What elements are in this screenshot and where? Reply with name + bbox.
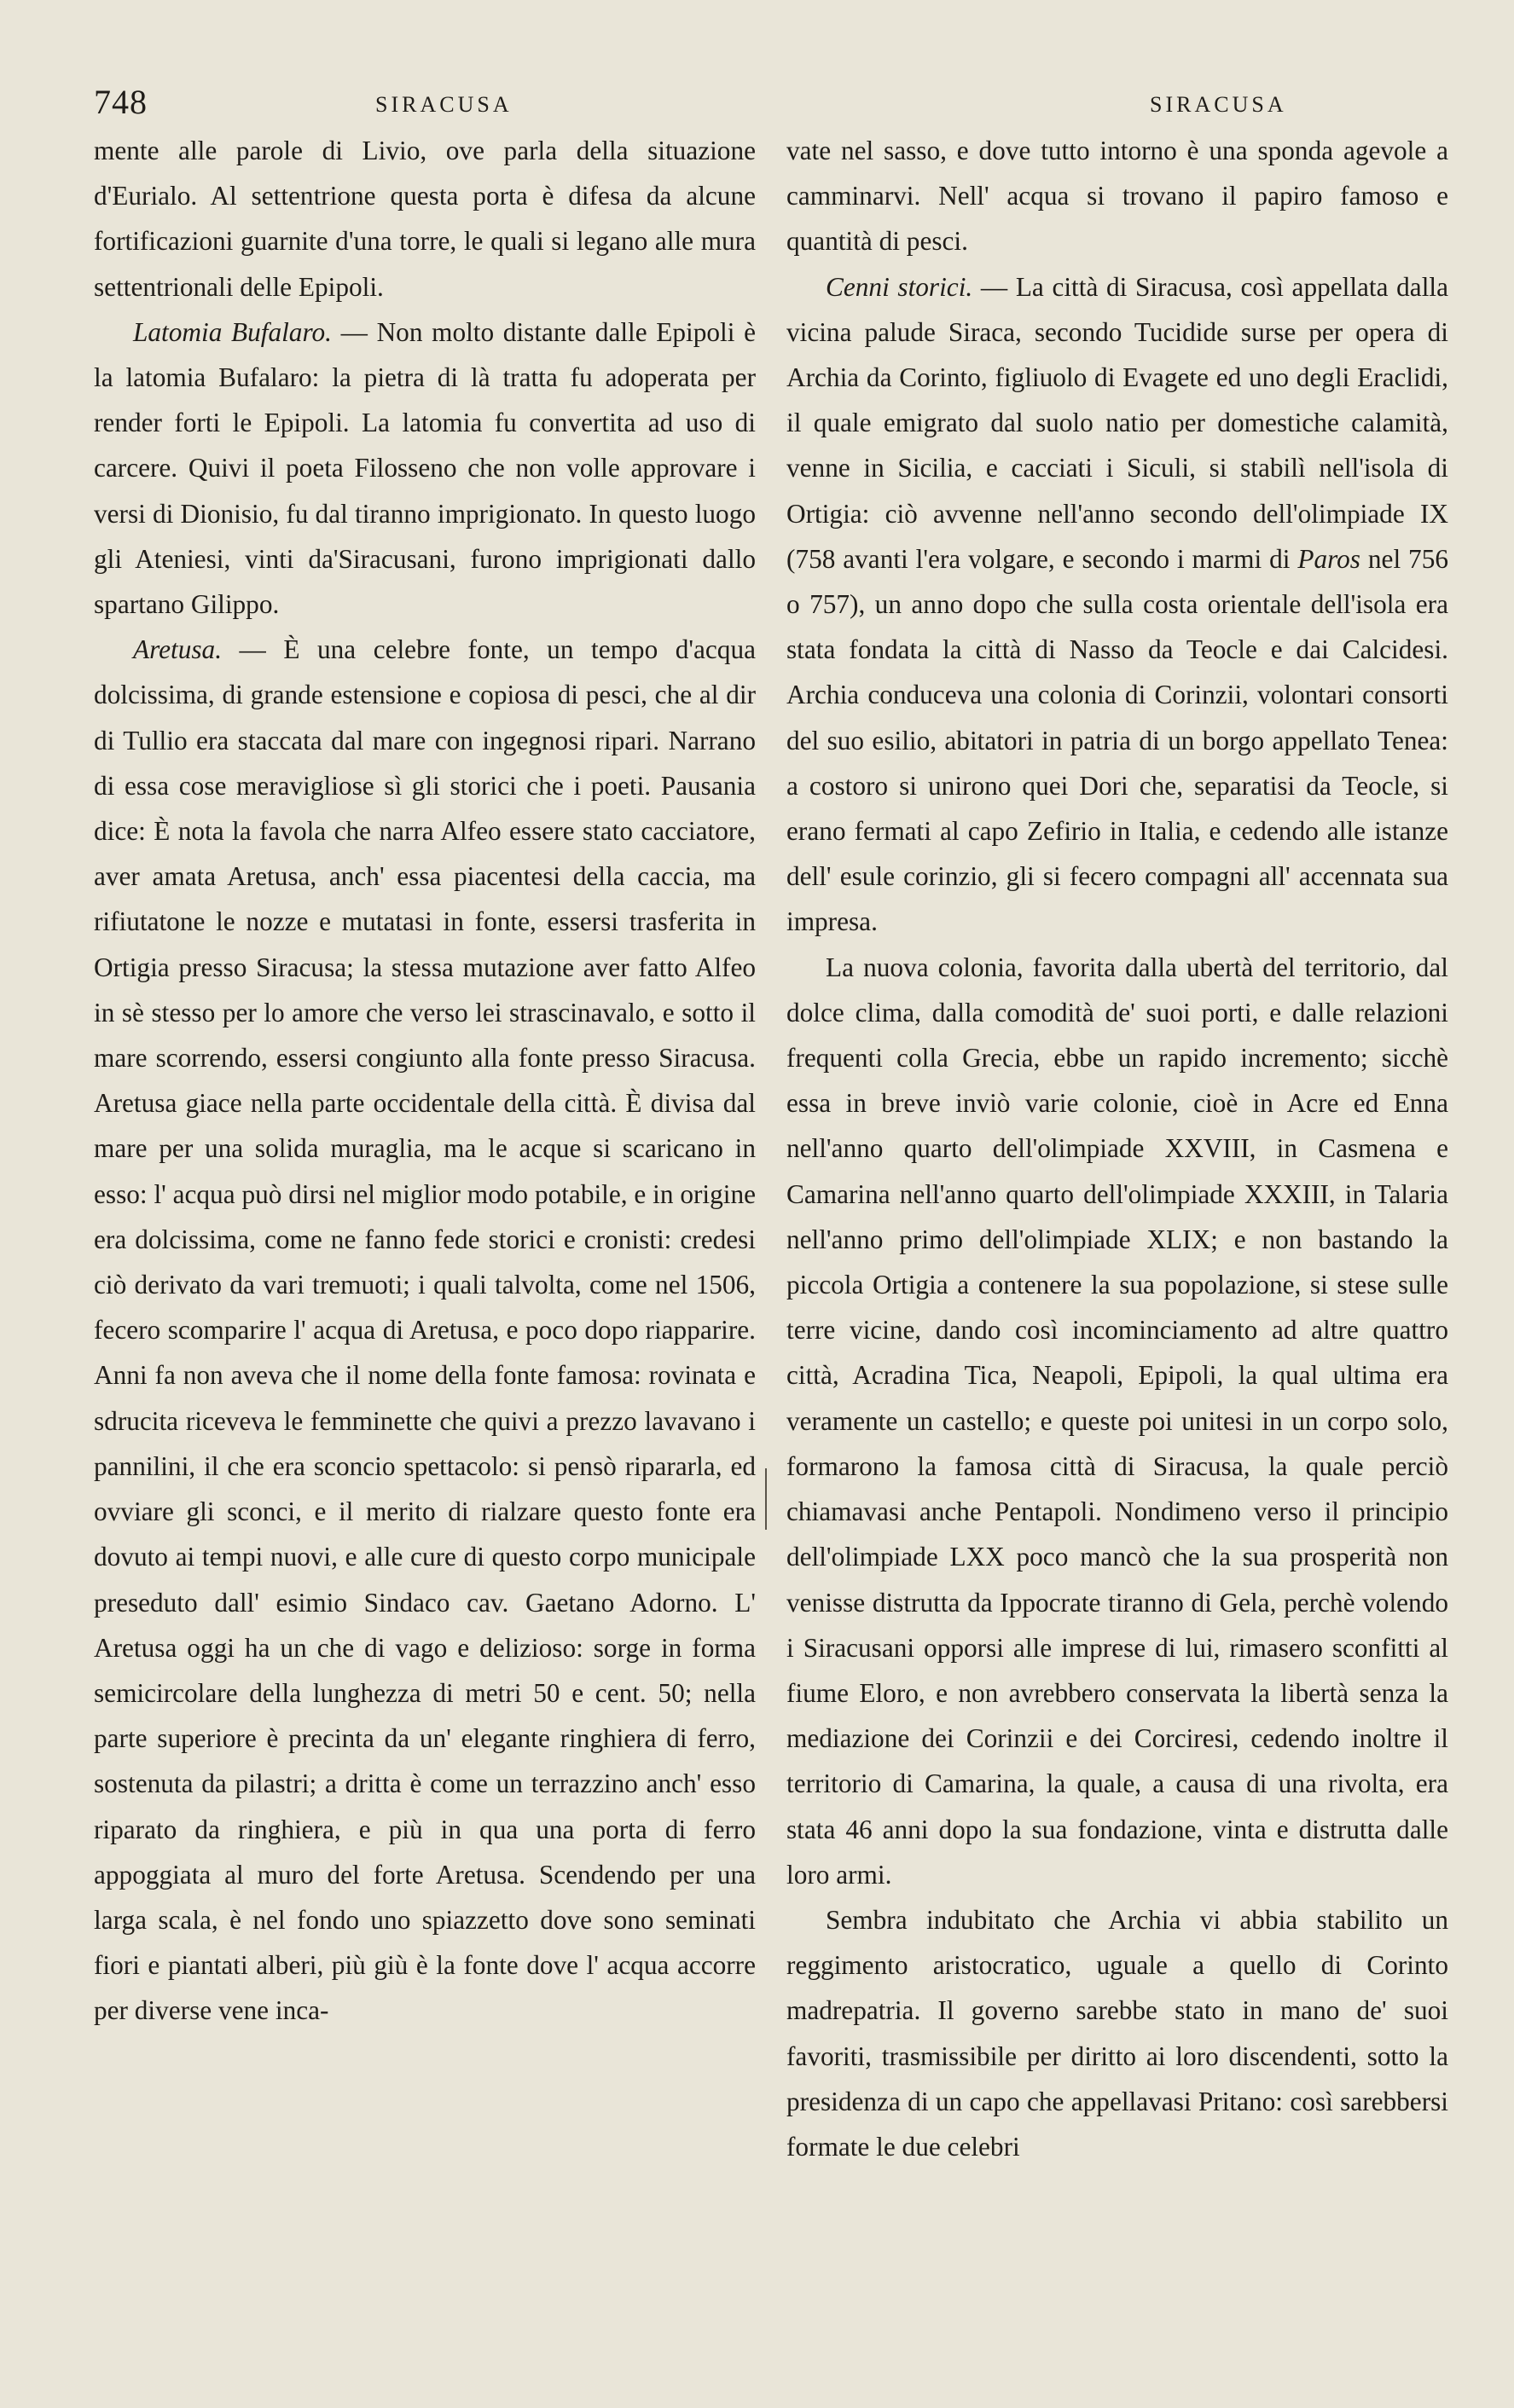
left-column bbox=[94, 128, 756, 2034]
running-head-left: SIRACUSA bbox=[375, 92, 513, 117]
paragraph-latomia-bufalaro bbox=[94, 310, 756, 627]
section-heading-cenni-storici: Cenni storici. bbox=[826, 271, 973, 302]
paragraph-text-end: nel 756 o 757), un anno dopo che sulla costa orientale dell'isola era stata fondata la città di Nasso da Teocle e dai Calcidesi. Archia conduceva una colonia di Corinzii, volontari consorti del suo esilio, abitatori in patria di un borgo appellato Tenea: a costoro si unirono quei Dori che, separatisi da Teocle, si erano fermati al capo Zefirio in Italia, e cedendo alle istanze dell' esule corinzio, gli si fecero compagni all' accennata sua impresa. bbox=[786, 543, 1448, 937]
paragraph-continuation: vate nel sasso, e dove tutto intorno è una sponda agevole a camminarvi. Nell' acqua si trovano il papiro famoso e quantità di pesci. bbox=[786, 136, 1448, 257]
paragraph-text: — La città di Siracusa, così appellata dalla vicina palude Siraca, secondo Tucidide surse per opera di Archia da Corinto, figliuolo di Evagete ed uno degli Eraclidi, il quale emigrato dal suolo natio per domestiche calamità, venne in Sicilia, e cacciati i Siculi, si stabilì nell'isola di Ortigia: ciò avvenne nell'anno secondo dell'olimpiade IX (758 avanti l'era volgare, e secondo i marmi di bbox=[786, 271, 1448, 574]
paragraph-text: — Non molto distante dalle Epipoli è la latomia Bufalaro: la pietra di là tratta fu adoperata per render forti le Epipoli. La latomia fu convertita ad uso di carcere. Quivi il poeta Filosseno che non volle approvare i versi di Dionisio, fu dal tiranno imprigionato. In questo luogo gli Ateniesi, vinti da'Siracusani, furono imprigionati dallo spartano Gilippo. bbox=[94, 316, 756, 620]
page-number: 748 bbox=[94, 83, 148, 121]
right-column bbox=[786, 128, 1448, 2169]
column-divider-mark bbox=[765, 1468, 767, 1530]
paragraph-nuova-colonia: La nuova colonia, favorita dalla ubertà del territorio, dal dolce clima, dalla comodità de' suoi porti, e dalle relazioni frequenti colla Grecia, ebbe un rapido incremento; sicchè essa in breve inviò varie colonie, cioè in Acre ed Enna nell'anno quarto dell'olimpiade XXVIII, in Casmena e Camarina nell'anno quarto dell'olimpiade XXXIII, in Talaria nell'anno primo dell'olimpiade XLIX; e non bastando la piccola Ortigia a contenere la sua popolazione, si stese sulle terre vicine, dando così incominciamento ad altre quattro città, Acradina Tica, Neapoli, Epipoli, la qual ultima era veramente un castello; e queste poi unitesi in un corpo solo, formarono la famosa città di Siracusa, la quale perciò chiamavasi anche Pentapoli. Nondimeno verso il principio dell'olimpiade LXX poco mancò che la sua prosperità non venisse distrutta da Ippocrate tiranno di Gela, perchè volendo i Siracusani opporsi alle imprese di lui, rimasero sconfitti al fiume Eloro, e non avrebbero conservata la libertà senza la mediazione dei Corinzii e dei Corciresi, cedendo inoltre il territorio di Camarina, la quale, a causa di una rivolta, era stata 46 anni dopo la sua fondazione, vinta e distrutta dalle loro armi. bbox=[786, 952, 1448, 1890]
page-header bbox=[94, 82, 1459, 124]
section-heading-latomia-bufalaro: Latomia Bufalaro. bbox=[133, 316, 332, 347]
paragraph-continuation: mente alle parole di Livio, ove parla della situazione d'Eurialo. Al settentrione questa porta è difesa da alcune fortificazioni guarnite d'una torre, le quali si legano alle mura settentrionali delle Epipoli. bbox=[94, 136, 756, 302]
running-head-right: SIRACUSA bbox=[1150, 92, 1287, 117]
paragraph-aretusa bbox=[94, 627, 756, 2033]
paragraph-archia-governo: Sembra indubitato che Archia vi abbia stabilito un reggimento aristocratico, uguale a quello di Corinto madrepatria. Il governo sarebbe stato in mano de' suoi favoriti, trasmissibile per diritto ai loro discendenti, sotto la presidenza di un capo che appellavasi Pritano: così sarebbersi formate le due celebri bbox=[786, 1904, 1448, 2162]
paragraph-cenni-storici bbox=[786, 264, 1448, 945]
paragraph-text: — È una celebre fonte, un tempo d'acqua dolcissima, di grande estensione e copiosa di pesci, che al dir di Tullio era staccata dal mare con ingegnosi ripari. Narrano di essa cose meravigliose sì gli storici che i poeti. Pausania dice: È nota la favola che narra Alfeo essere stato cacciatore, aver amata Aretusa, anch' essa piacentesi della caccia, ma rifiutatone le nozze e mutatasi in fonte, essersi trasferita in Ortigia presso Siracusa; la stessa mutazione aver fatto Alfeo in sè stesso per lo amore che verso lei strascinavalo, e sotto il mare scorrendo, essersi congiunto alla fonte presso Siracusa. Aretusa giace nella parte occidentale della città. È divisa dal mare per una solida muraglia, ma le acque si scaricano in esso: l' acqua può dirsi nel miglior modo potabile, e in origine era dolcissima, come ne fanno fede storici e cronisti: credesi ciò derivato da vari tremuoti; i quali talvolta, come nel 1506, fecero scomparire l' acqua di Aretusa, e poco dopo riapparire. Anni fa non aveva che il nome della fonte famosa: rovinata e sdrucita riceveva le femminette che quivi a prezzo lavavano i pannilini, il che era sconcio spettacolo: si pensò ripararla, ed ovviare gli sconci, e il merito di rialzare questo fonte era dovuto ai tempi nuovi, e alle cure di questo corpo municipale preseduto dall' esimio Sindaco cav. Gaetano Adorno. L' Aretusa oggi ha un che di vago e delizioso: sorge in forma semicircolare della lunghezza di metri 50 e cent. 50; nella parte superiore è precinta da un' elegante ringhiera di ferro, sostenuta da pilastri; a dritta è come un terrazzino anch' esso riparato da ringhiera, e più in qua una porta di ferro appoggiata al muro del forte Aretusa. Scendendo per una larga scala, è nel fondo uno spiazzetto dove sono seminati fiori e piantati alberi, più giù è la fonte dove l' acqua accorre per diverse vene inca- bbox=[94, 634, 756, 2026]
section-heading-aretusa: Aretusa. bbox=[133, 634, 223, 665]
italic-term-paros: Paros bbox=[1297, 543, 1360, 574]
